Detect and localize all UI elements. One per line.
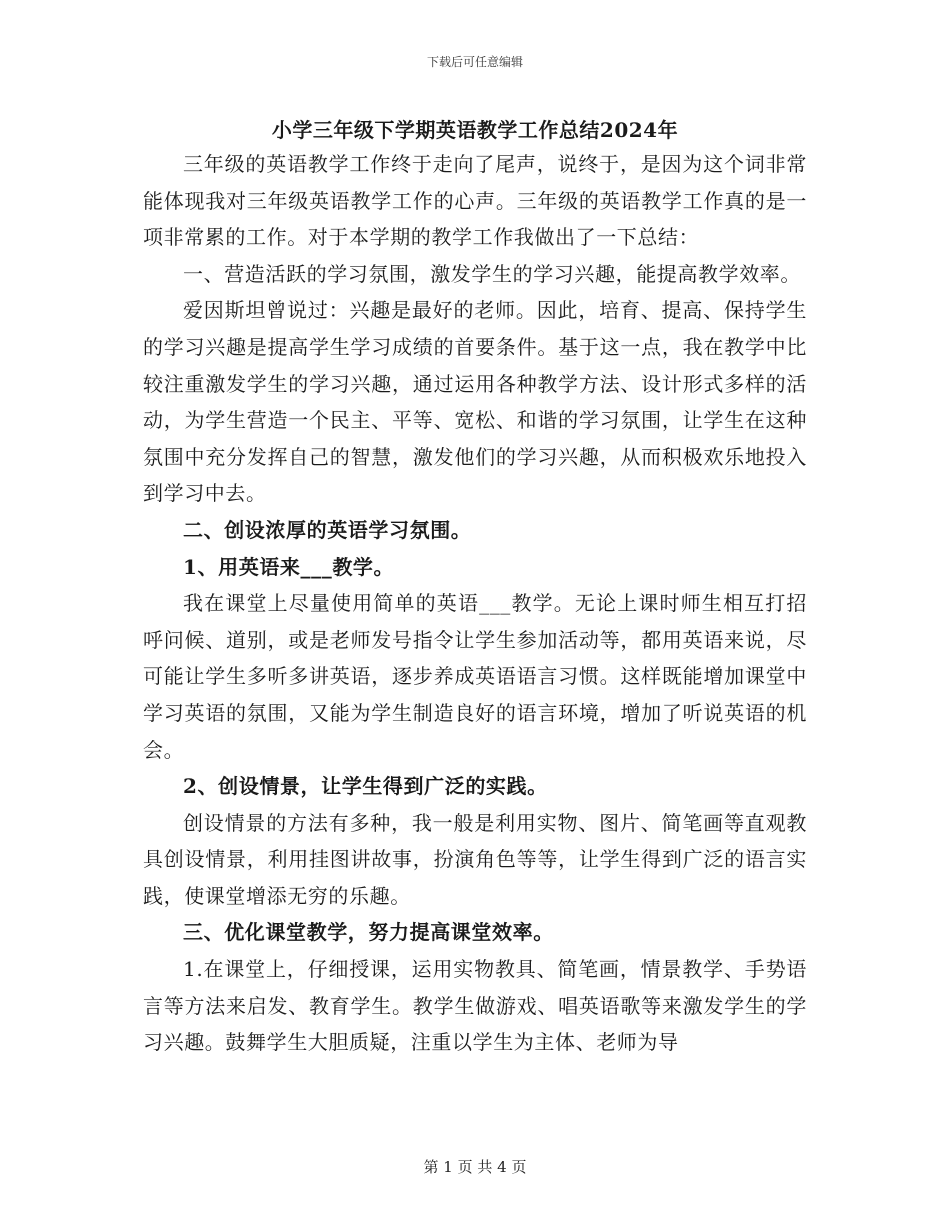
paragraph: 创设情景的方法有多种，我一般是利用实物、图片、简笔画等直观教具创设情景，利用挂图讲故事，扮演角色等等，让学生得到广泛的语言实践，使课堂增添无穷的乐趣。 [143,810,807,908]
page-header: 下载后可任意编辑 [426,55,523,69]
document-title: 小学三年级下学期英语教学工作总结2024年 [271,118,679,142]
paragraph: 我在课堂上尽量使用简单的英语___教学。无论上课时师生相互打招呼问候、道别，或是老师发号指令让学生参加活动等，都用英语来说，尽可能让学生多听多讲英语，逐步养成英语语言习惯。这样既能增加课堂中学习英语的氛围，又能为学生制造良好的语言环境，增加了听说英语的机会。 [143,591,807,762]
paragraph: 1.在课堂上，仔细授课，运用实物教具、简笔画，情景教学、手势语言等方法来启发、教育学生。教学生做游戏、唱英语歌等来激发学生的学习兴趣。鼓舞学生大胆质疑，注重以学生为主体、老师为导 [143,957,807,1055]
section-heading: 二、创设浓厚的英语学习氛围。 [183,517,472,542]
subsection-heading: 1、用英语来___教学。 [183,554,395,579]
subsection-heading: 2、创设情景，让学生得到广泛的实践。 [183,774,548,799]
paragraph: 一、营造活跃的学习氛围，激发学生的学习兴趣，能提高教学效率。 [183,261,801,286]
paragraph: 爱因斯坦曾说过：兴趣是最好的老师。因此，培育、提高、保持学生的学习兴趣是提高学生学习成绩的首要条件。基于这一点，我在教学中比较注重激发学生的学习兴趣，通过运用各种教学方法、设计形式多样的活动，为学生营造一个民主、平等、宽松、和谐的学习氛围，让学生在这种氛围中充分发挥自己的智慧，激发他们的学习兴趣，从而积极欢乐地投入到学习中去。 [143,298,807,506]
page-footer: 第 1 页 共 4 页 [423,1158,527,1176]
document-body [143,146,807,1061]
section-heading: 三、优化课堂教学，努力提高课堂效率。 [183,920,554,945]
paragraph: 三年级的英语教学工作终于走向了尾声，说终于，是因为这个词非常能体现我对三年级英语教学工作的心声。三年级的英语教学工作真的是一项非常累的工作。对于本学期的教学工作我做出了一下总结： [143,152,807,250]
